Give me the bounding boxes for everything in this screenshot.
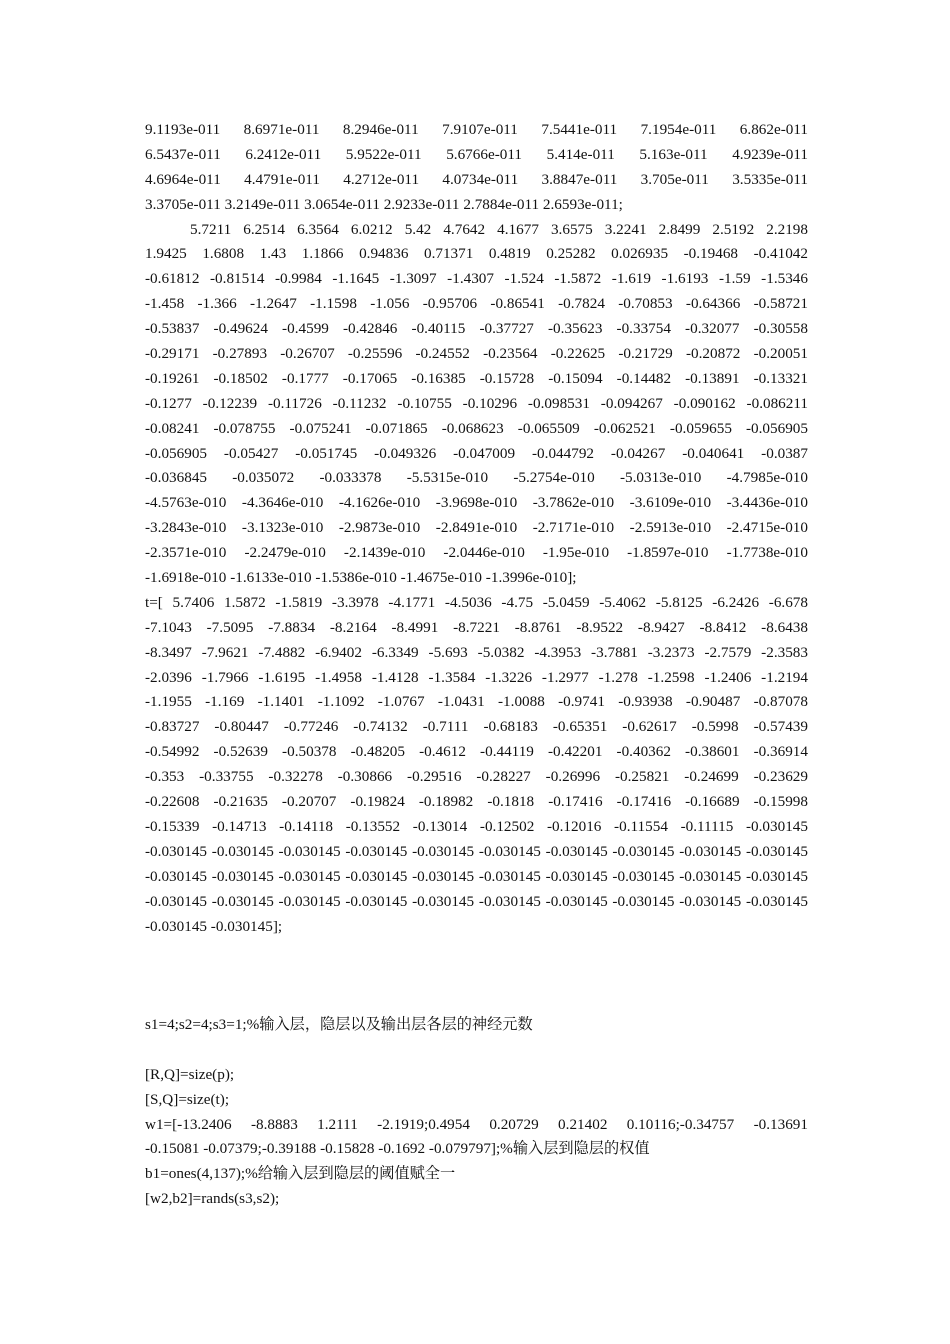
- text-line: -4.5763e-010 -4.3646e-010 -4.1626e-010 -3.9698e-010 -3.7862e-010 -3.6109e-010 -3.4436e-010: [145, 494, 808, 512]
- text-line: -0.08241 -0.078755 -0.075241 -0.071865 -0.068623 -0.065509 -0.062521 -0.059655 -0.056905: [145, 419, 808, 437]
- text-line: -0.22608 -0.21635 -0.20707 -0.19824 -0.18982 -0.1818 -0.17416 -0.17416 -0.16689 -0.15998: [145, 793, 808, 811]
- neurons-comment-line: s1=4;s2=4;s3=1;%输入层，隐层以及输出层各层的神经元数: [145, 1016, 533, 1034]
- code-line: [w2,b2]=rands(s3,s2);: [145, 1190, 280, 1208]
- w1-code-line: w1=[-13.2406 -8.8883 1.2111 -2.1919;0.4954 0.20729 0.21402 0.10116;-0.34757 -0.13691: [145, 1115, 808, 1133]
- spacer: [145, 1038, 808, 1063]
- text-line: -0.353 -0.33755 -0.32278 -0.30866 -0.29516 -0.28227 -0.26996 -0.25821 -0.24699 -0.23629: [145, 768, 808, 786]
- text-line: -0.61812 -0.81514 -0.9984 -1.1645 -1.3097 -1.4307 -1.524 -1.5872 -1.619 -1.6193 -1.59 -1.5346: [145, 270, 808, 288]
- text-line: -0.030145 -0.030145 -0.030145 -0.030145 -0.030145 -0.030145 -0.030145 -0.030145 -0.030145 -0.030145: [145, 842, 808, 860]
- text-line: -0.056905 -0.05427 -0.051745 -0.049326 -0.047009 -0.044792 -0.04267 -0.040641 -0.0387: [145, 444, 808, 462]
- text-line: 3.3705e-011 3.2149e-011 3.0654e-011 2.9233e-011 2.7884e-011 2.6593e-011;: [145, 195, 623, 213]
- text-line: -7.1043 -7.5095 -7.8834 -8.2164 -8.4991 -8.7221 -8.8761 -8.9522 -8.9427 -8.8412 -8.6438: [145, 618, 808, 636]
- text-line: 1.9425 1.6808 1.43 1.1866 0.94836 0.71371 0.4819 0.25282 0.026935 -0.19468 -0.41042: [145, 245, 808, 263]
- text-line: -0.1277 -0.12239 -0.11726 -0.11232 -0.10755 -0.10296 -0.098531 -0.094267 -0.090162 -0.086211: [145, 394, 808, 412]
- spacer: [145, 939, 808, 1013]
- text-line: -0.036845 -0.035072 -0.033378 -5.5315e-010 -5.2754e-010 -5.0313e-010 -4.7985e-010: [145, 469, 808, 487]
- text-line: 4.6964e-011 4.4791e-011 4.2712e-011 4.0734e-011 3.8847e-011 3.705e-011 3.5335e-011: [145, 170, 808, 188]
- text-line: 5.7211 6.2514 6.3564 6.0212 5.42 4.7642 4.1677 3.6575 3.2241 2.8499 2.5192 2.2198: [190, 220, 808, 238]
- code-line: [R,Q]=size(p);: [145, 1065, 235, 1083]
- w1-code-line: -0.15081 -0.07379;-0.39188 -0.15828 -0.1692 -0.079797];%输入层到隐层的权值: [145, 1140, 650, 1158]
- text-line: -0.83727 -0.80447 -0.77246 -0.74132 -0.7111 -0.68183 -0.65351 -0.62617 -0.5998 -0.57439: [145, 718, 808, 736]
- text-line: -0.53837 -0.49624 -0.4599 -0.42846 -0.40115 -0.37727 -0.35623 -0.33754 -0.32077 -0.30558: [145, 320, 808, 338]
- code-line: [S,Q]=size(t);: [145, 1090, 230, 1108]
- text-line: -0.29171 -0.27893 -0.26707 -0.25596 -0.24552 -0.23564 -0.22625 -0.21729 -0.20872 -0.20051: [145, 345, 808, 363]
- text-line: -1.6918e-010 -1.6133e-010 -1.5386e-010 -1.4675e-010 -1.3996e-010];: [145, 569, 577, 587]
- text-line: -0.54992 -0.52639 -0.50378 -0.48205 -0.4612 -0.44119 -0.42201 -0.40362 -0.38601 -0.36914: [145, 743, 808, 761]
- text-line: 9.1193e-011 8.6971e-011 8.2946e-011 7.9107e-011 7.5441e-011 7.1954e-011 6.862e-011: [145, 121, 808, 138]
- text-line: -3.2843e-010 -3.1323e-010 -2.9873e-010 -2.8491e-010 -2.7171e-010 -2.5913e-010 -2.4715e-010: [145, 519, 808, 537]
- text-line: -1.458 -1.366 -1.2647 -1.1598 -1.056 -0.95706 -0.86541 -0.7824 -0.70853 -0.64366 -0.58721: [145, 295, 808, 313]
- text-line: 6.5437e-011 6.2412e-011 5.9522e-011 5.6766e-011 5.414e-011 5.163e-011 4.9239e-011: [145, 145, 808, 163]
- text-line: -0.030145 -0.030145 -0.030145 -0.030145 -0.030145 -0.030145 -0.030145 -0.030145 -0.030145 -0.030145: [145, 892, 808, 910]
- text-line: -0.19261 -0.18502 -0.1777 -0.17065 -0.16385 -0.15728 -0.15094 -0.14482 -0.13891 -0.13321: [145, 369, 808, 387]
- text-line: -8.3497 -7.9621 -7.4882 -6.9402 -6.3349 -5.693 -5.0382 -4.3953 -3.7881 -3.2373 -2.7579 -2.3583: [145, 643, 808, 661]
- text-line: -2.0396 -1.7966 -1.6195 -1.4958 -1.4128 -1.3584 -1.3226 -1.2977 -1.278 -1.2598 -1.2406 -1.2194: [145, 668, 808, 686]
- text-line: t=[ 5.7406 1.5872 -1.5819 -3.3978 -4.1771 -4.5036 -4.75 -5.0459 -5.4062 -5.8125 -6.2426 -6.678: [145, 593, 808, 611]
- text-line: -1.1955 -1.169 -1.1401 -1.1092 -1.0767 -1.0431 -1.0088 -0.9741 -0.93938 -0.90487 -0.87078: [145, 693, 808, 711]
- text-line: -2.3571e-010 -2.2479e-010 -2.1439e-010 -2.0446e-010 -1.95e-010 -1.8597e-010 -1.7738e-010: [145, 544, 808, 562]
- document-body: [145, 118, 808, 1212]
- text-line: -0.030145 -0.030145 -0.030145 -0.030145 -0.030145 -0.030145 -0.030145 -0.030145 -0.030145 -0.030145: [145, 867, 808, 885]
- text-line: -0.030145 -0.030145];: [145, 917, 283, 935]
- text-line: -0.15339 -0.14713 -0.14118 -0.13552 -0.13014 -0.12502 -0.12016 -0.11554 -0.11115 -0.030145: [145, 817, 808, 835]
- b1-code-line: b1=ones(4,137);%给输入层到隐层的阈值赋全一: [145, 1165, 456, 1183]
